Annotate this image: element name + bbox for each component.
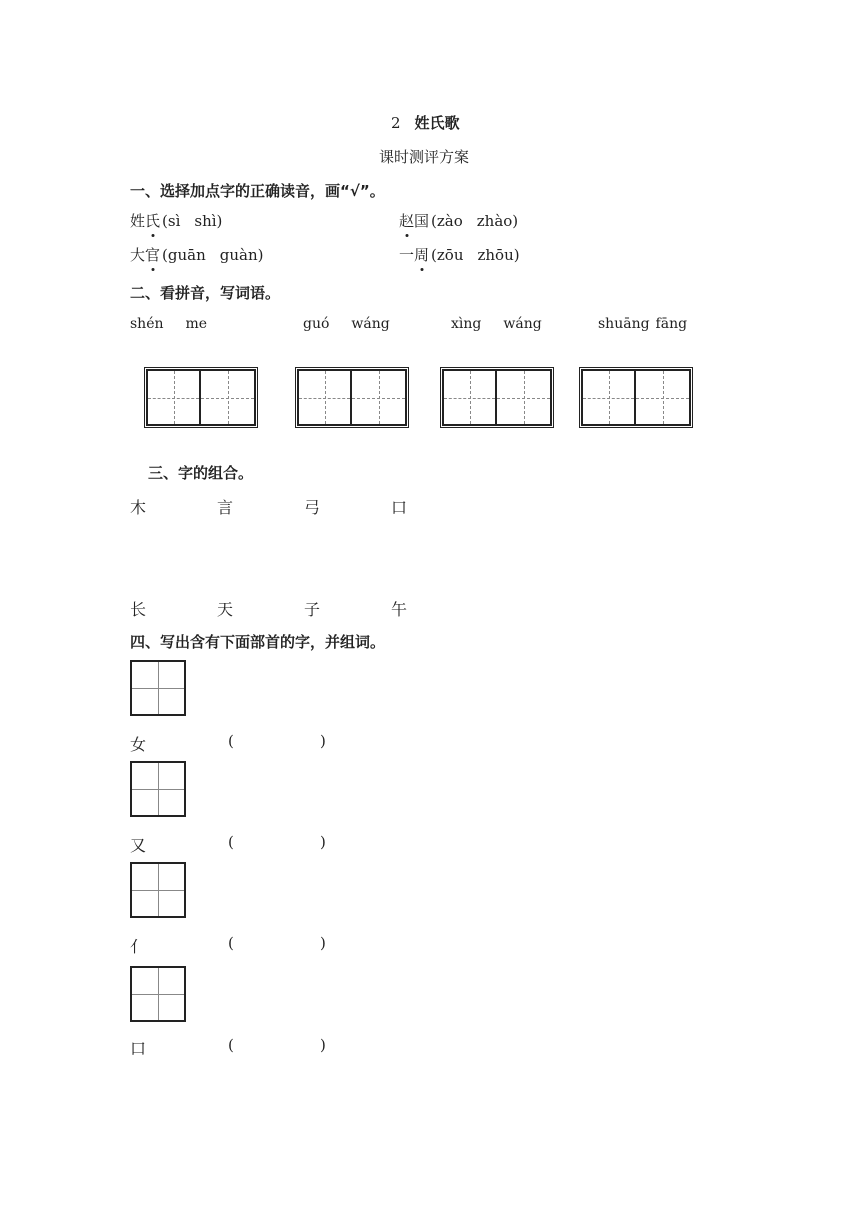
writing-grid-pair[interactable]	[581, 369, 691, 426]
option[interactable]: zhōu)	[477, 246, 520, 264]
paren-open: (	[228, 833, 234, 851]
section4-heading: 四、写出含有下面部首的字，并组词。	[130, 633, 386, 651]
paren-close: )	[320, 732, 326, 750]
item-prefix: 大	[130, 246, 146, 264]
pinyin-syllable: shén	[130, 316, 164, 332]
option[interactable]: zhào)	[476, 212, 519, 230]
lesson-number: 2	[391, 114, 401, 132]
dotted-char: 氏	[145, 212, 161, 230]
writing-cell[interactable]	[636, 371, 689, 424]
writing-grid-pair[interactable]	[297, 369, 407, 426]
writing-cell[interactable]	[299, 371, 352, 424]
pinyin-group	[303, 316, 412, 332]
dotted-char: 赵	[399, 212, 415, 230]
paren-close: )	[320, 934, 326, 952]
writing-grid-pair[interactable]	[146, 369, 256, 426]
component-char: 口	[391, 498, 408, 517]
radical-char: 女	[130, 735, 147, 754]
writing-cell[interactable]	[130, 966, 186, 1022]
paren-close: )	[320, 1036, 326, 1054]
option[interactable]: (sì	[162, 212, 181, 230]
component-char: 弓	[304, 498, 321, 517]
pinyin-syllable: wáng	[503, 316, 542, 332]
paren-close: )	[320, 833, 326, 851]
component-char: 长	[130, 600, 147, 619]
item-suffix: 国	[414, 212, 430, 230]
radical-char: 又	[130, 836, 147, 855]
item-prefix: 姓	[130, 212, 146, 230]
pinyin-syllable: xìng	[451, 316, 482, 332]
writing-cell[interactable]	[130, 862, 186, 918]
section1-item	[130, 210, 236, 231]
component-char: 言	[217, 498, 234, 517]
pinyin-syllable: shuāng	[598, 316, 650, 332]
option[interactable]: (zōu	[431, 246, 464, 264]
component-char: 天	[217, 600, 234, 619]
page-subtitle: 课时测评方案	[379, 148, 470, 166]
writing-cell[interactable]	[583, 371, 636, 424]
paren-open: (	[228, 732, 234, 750]
section2-heading: 二、看拼音，写词语。	[130, 284, 281, 302]
radical-char: 口	[130, 1039, 147, 1058]
option[interactable]: (zào	[431, 212, 463, 230]
option[interactable]: shì)	[194, 212, 223, 230]
section1-heading: 一、选择加点字的正确读音，画“√”。	[130, 182, 385, 200]
dotted-char: 官	[145, 246, 161, 264]
section1-item	[130, 244, 277, 265]
component-char: 午	[391, 600, 408, 619]
paren-open: (	[228, 1036, 234, 1054]
option[interactable]: (guān	[162, 246, 206, 264]
section1-item	[399, 244, 534, 265]
writing-grid-pair[interactable]	[442, 369, 552, 426]
pinyin-group	[130, 316, 229, 332]
pinyin-syllable: fāng	[655, 316, 688, 332]
radical-char: 亻	[130, 937, 147, 956]
pinyin-syllable: guó	[303, 316, 330, 332]
writing-cell[interactable]	[130, 660, 186, 716]
pinyin-syllable: wáng	[351, 316, 390, 332]
writing-cell[interactable]	[201, 371, 254, 424]
paren-open: (	[228, 934, 234, 952]
pinyin-group	[598, 316, 709, 332]
writing-cell[interactable]	[148, 371, 201, 424]
pinyin-group	[451, 316, 564, 332]
item-prefix: 一	[399, 246, 415, 264]
writing-cell[interactable]	[130, 761, 186, 817]
pinyin-syllable: me	[185, 316, 208, 332]
writing-cell[interactable]	[497, 371, 550, 424]
writing-cell[interactable]	[352, 371, 405, 424]
lesson-title	[391, 112, 460, 133]
component-char: 子	[304, 600, 321, 619]
option[interactable]: guàn)	[219, 246, 264, 264]
writing-cell[interactable]	[444, 371, 497, 424]
lesson-name: 姓氏歌	[414, 114, 460, 132]
section1-item	[399, 210, 532, 231]
component-char: 木	[130, 498, 147, 517]
dotted-char: 周	[414, 246, 430, 264]
section3-heading: 三、字的组合。	[148, 464, 254, 482]
